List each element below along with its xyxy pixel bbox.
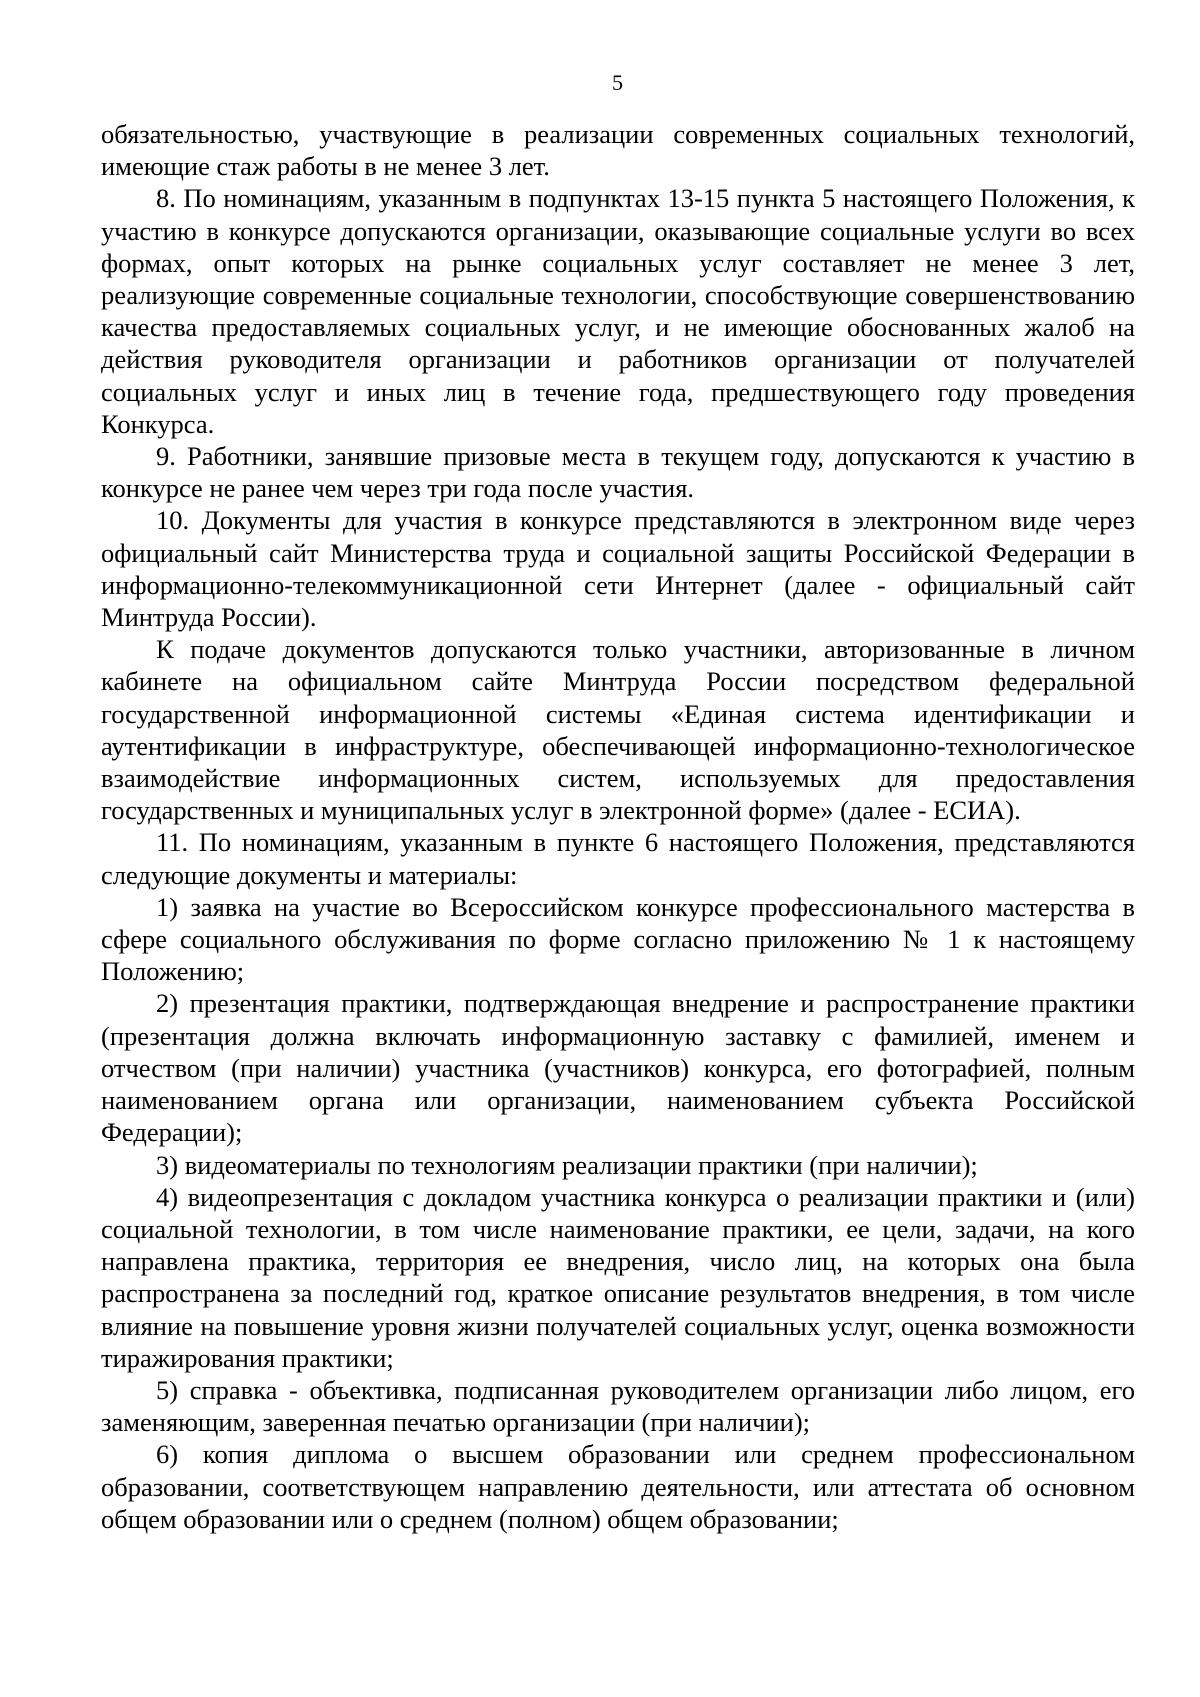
list-item-2: 2) презентация практики, подтверждающая внедрение и распространение практики (презентация должна включать информационную заставку с фамилией, именем и отчеством (при наличии) участника (участников) конкурса, его фотографией, полным наименованием органа или организации, наименованием субъекта Российской Федерации); — [101, 988, 1135, 1148]
paragraph-item-9: 9. Работники, занявшие призовые места в текущем году, допускаются к участию в конкурсе не ранее чем через три года после участия. — [101, 441, 1135, 504]
list-item-6: 6) копия диплома о высшем образовании или среднем профессиональном образовании, соответствующем направлению деятельности, или аттестата об основном общем образовании или о среднем (полном) общем образовании; — [101, 1439, 1135, 1534]
list-item-5: 5) справка - объективка, подписанная руководителем организации либо лицом, его заменяющим, заверенная печатью организации (при наличии); — [101, 1374, 1135, 1438]
paragraph-item-8: 8. По номинациям, указанным в подпунктах 13-15 пункта 5 настоящего Положения, к участию в конкурсе допускаются организации, оказывающие социальные услуги во всех формах, опыт которых на рынке социальных услуг составляет не менее 3 лет, реализующие современные социальные технологии, способствующие совершенствованию качества предоставляемых социальных услуг, и не имеющие обоснованных жалоб на действия руководителя организации и работников организации от получателей социальных услуг и иных лиц в течение года, предшествующего году проведения Конкурса. — [101, 183, 1135, 439]
paragraph-document-submission: К подаче документов допускаются только участники, авторизованные в личном кабинете на официальном сайте Минтруда России посредством федеральной государственной информационной системы «Единая система идентификации и аутентификации в инфраструктуре, обеспечивающей информационно-технологическое взаимодействие информационных систем, используемых для предоставления государственных и муниципальных услуг в электронной форме» (далее - ЕСИА). — [101, 634, 1135, 826]
document-body — [101, 118, 1135, 1535]
paragraph-item-10: 10. Документы для участия в конкурсе представляются в электронном виде через официальный сайт Министерства труда и социальной защиты Российской Федерации в информационно-телекоммуникационной сети Интернет (далее - официальный сайт Минтруда России). — [101, 505, 1135, 633]
list-item-1: 1) заявка на участие во Всероссийском конкурсе профессионального мастерства в сфере социального обслуживания по форме согласно приложению № 1 к настоящему Положению; — [101, 891, 1135, 987]
page-number: 5 — [612, 70, 623, 95]
list-item-4: 4) видеопрезентация с докладом участника конкурса о реализации практики и (или) социальной технологии, в том числе наименование практики, ее цели, задачи, на кого направлена практика, территория ее внедрения, число лиц, на которых она была распространена за последний год, краткое описание результатов внедрения, в том числе влияние на повышение уровня жизни получателей социальных услуг, оценка возможности тиражирования практики; — [101, 1181, 1135, 1373]
paragraph-item-11: 11. По номинациям, указанным в пункте 6 настоящего Положения, представляются следующие документы и материалы: — [101, 827, 1135, 890]
list-item-3: 3) видеоматериалы по технологиям реализации практики (при наличии); — [156, 1149, 978, 1180]
paragraph-continuation: обязательностью, участвующие в реализации современных социальных технологий, имеющие стаж работы в не менее 3 лет. — [101, 119, 1135, 182]
